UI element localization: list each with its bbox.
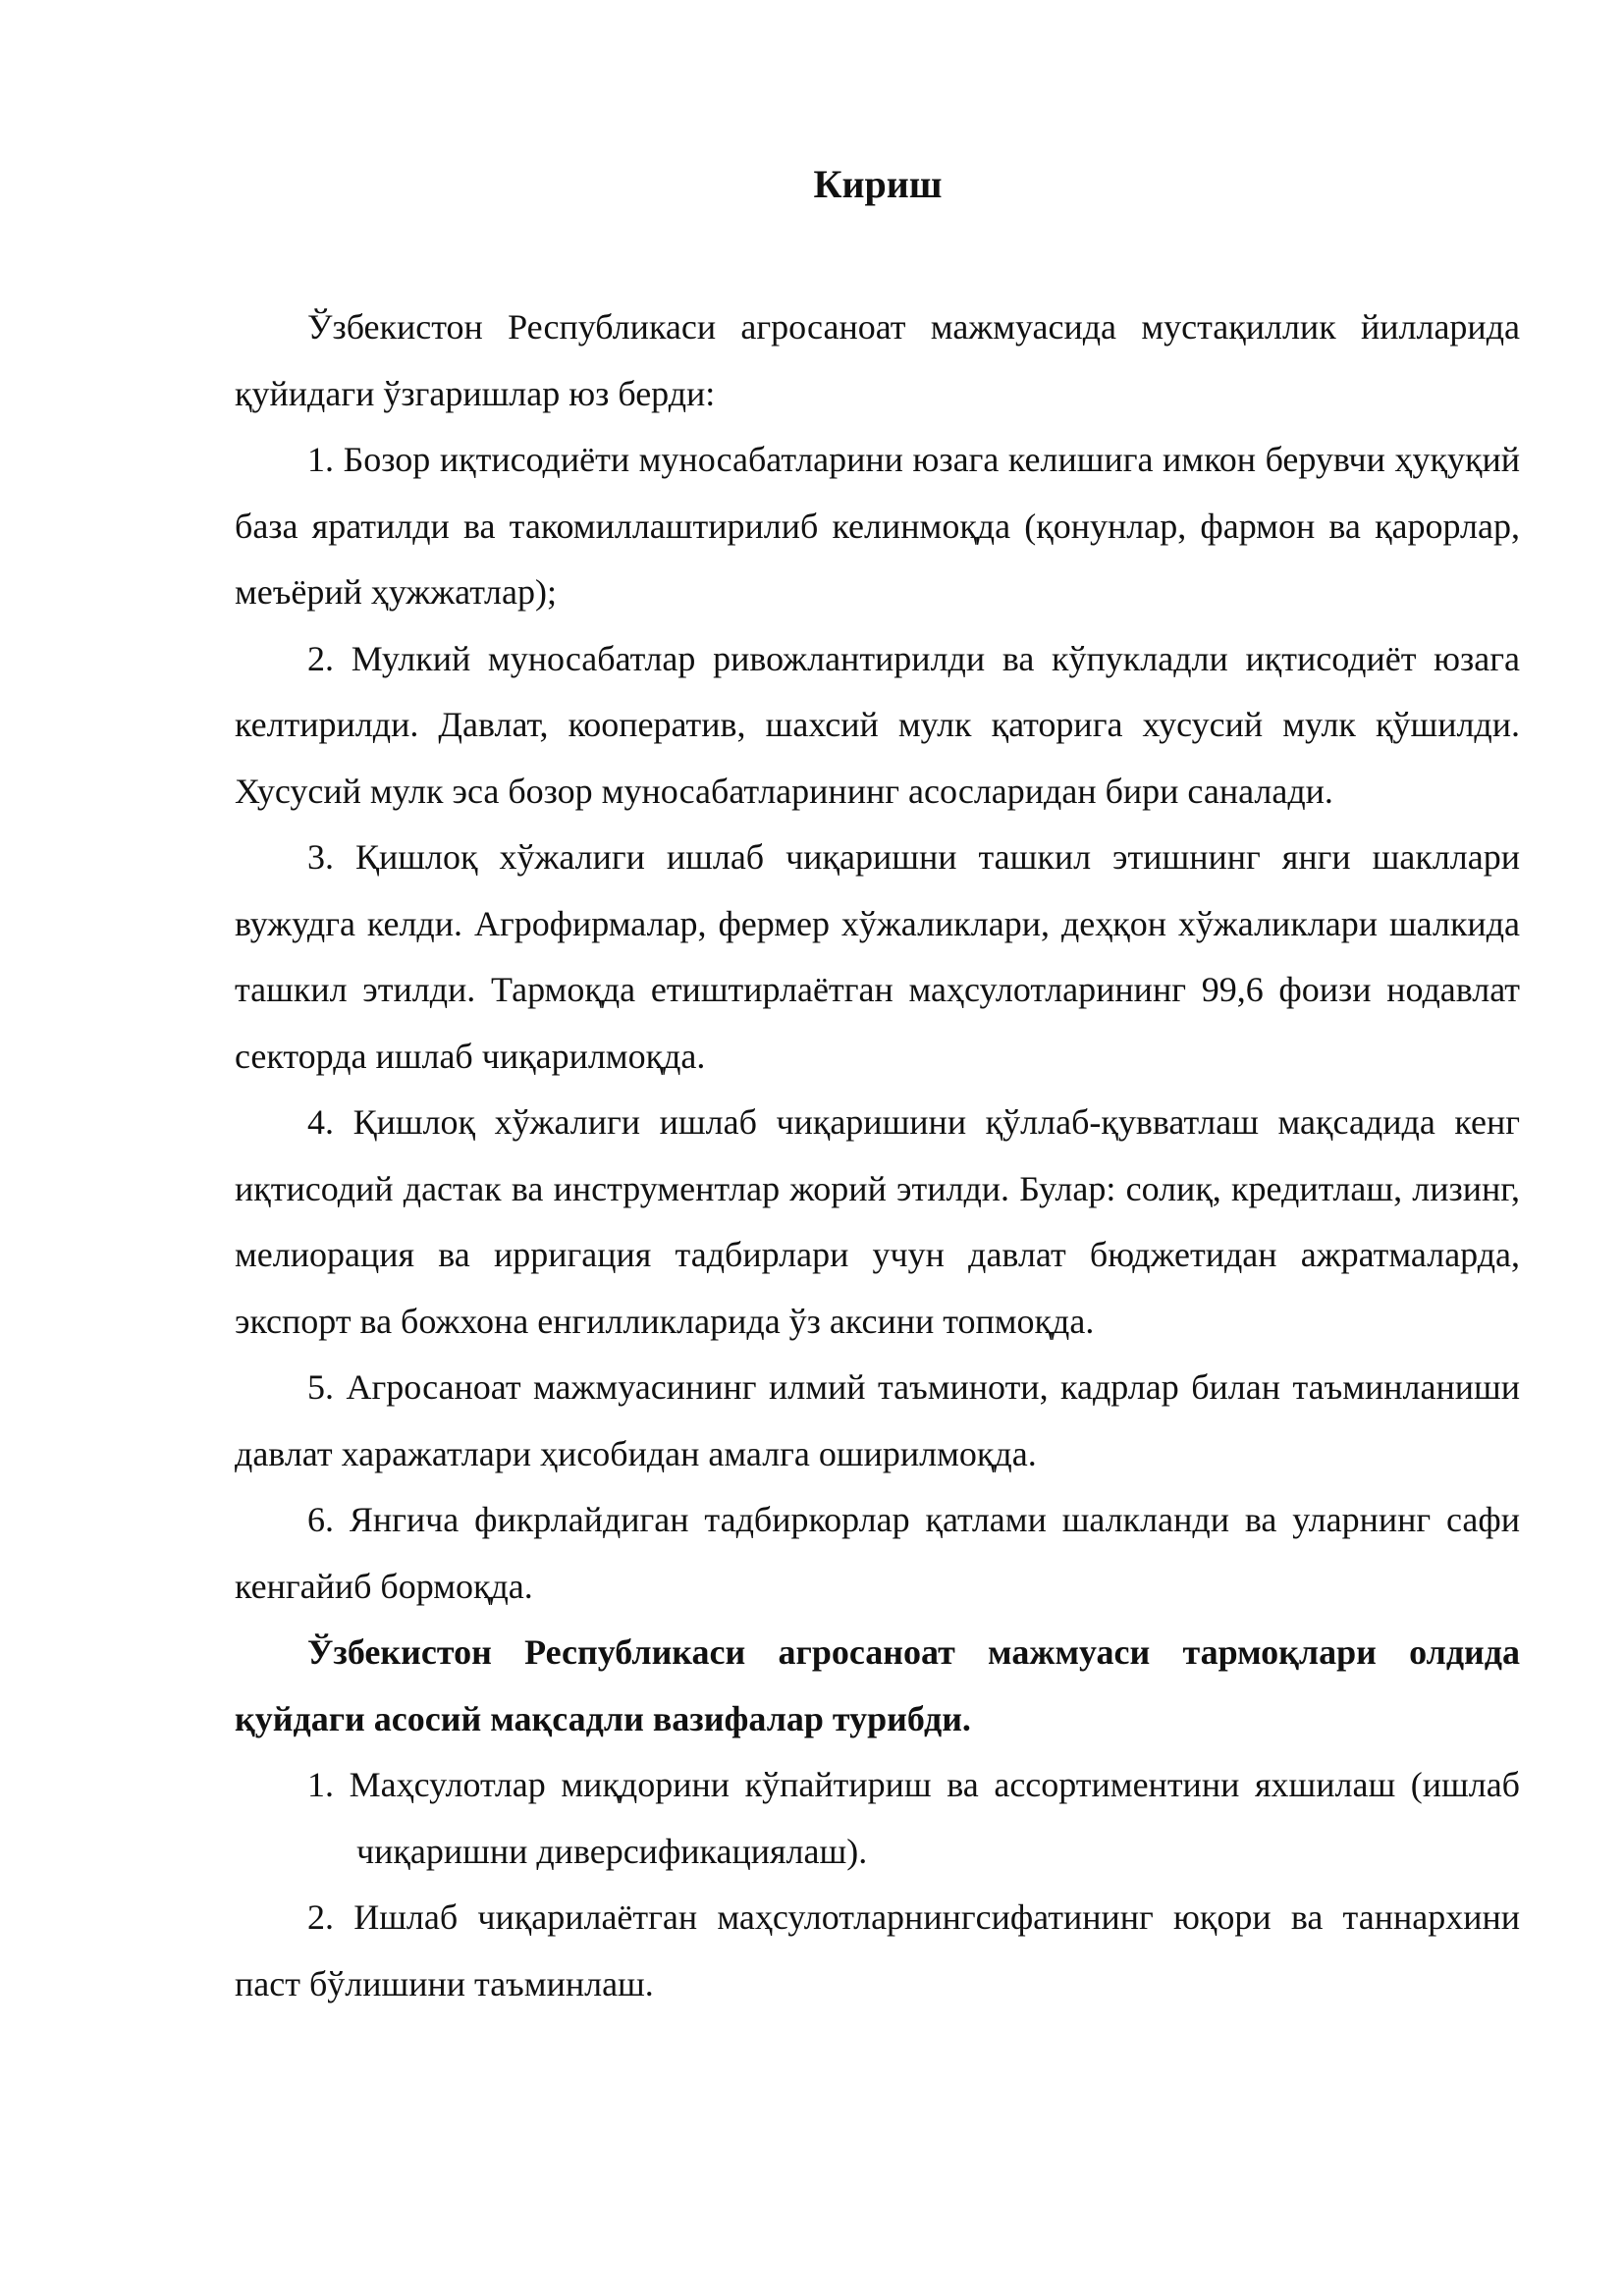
goal-item-1 (235, 1752, 1520, 1885)
goal-item-2 (235, 1885, 1520, 2017)
intro-paragraph: Ўзбекистон Республикаси агросаноат мажмуасида мустақиллик йилларида қуйидаги ўзгаришлар юз берди: (235, 307, 1520, 413)
list-item-4: 4. Қишлоқ хўжалиги ишлаб чиқаришини қўллаб-қувватлаш мақсадида кенг иқтисодий дастак ва инструментлар жорий этилди. Булар: солиқ, кредитлаш, лизинг, мелиорация ва ирригация тадбирлари учун давлат бюджетидан ажратмаларда, экспорт ва божхона енгилликларида ўз аксини топмоқда. (235, 1102, 1520, 1341)
goal-item-1-text: Маҳсулотлар миқдорини кўпайтириш ва ассортиментини яхшилаш (ишлаб чиқаришни диверсификациялаш). (349, 1765, 1520, 1871)
document-body (235, 294, 1520, 2017)
document-title: Кириш (813, 162, 943, 206)
list-item-6: 6. Янгича фикрлайдиган тадбиркорлар қатлами шалкланди ва уларнинг сафи кенгайиб бормоқда. (235, 1500, 1520, 1606)
list-item-1: 1. Бозор иқтисодиёти муносабатларини юзага келишига имкон берувчи ҳуқуқий база яратилди ва такомиллаштирилиб келинмоқда (қонунлар, фармон ва қарорлар, меъёрий ҳужжатлар); (235, 440, 1520, 612)
goal-item-2-text: Ишлаб чиқарилаётган маҳсулотларнингсифатининг юқори ва таннархини паст бўлишини таъминлаш. (235, 1897, 1520, 2003)
list-item-5: 5. Агросаноат мажмуасининг илмий таъминоти, кадрлар билан таъминланиши давлат харажатлари ҳисобидан амалга оширилмоқда. (235, 1367, 1520, 1473)
list-item-3: 3. Қишлоқ хўжалиги ишлаб чиқаришни ташкил этишнинг янги шакллари вужудга келди. Агрофирмалар, фермер хўжаликлари, деҳқон хўжаликлари шалкида ташкил этилди. Тармоқда етиштирлаётган маҳсулотларининг 99,6 фоизи нодавлат секторда ишлаб чиқарилмоқда. (235, 837, 1520, 1076)
goal-item-1-number: 1. (307, 1765, 334, 1804)
section-heading: Ўзбекистон Республикаси агросаноат мажмуаси тармоқлари олдида қуйдаги асосий мақсадли вазифалар турибди. (235, 1632, 1520, 1738)
goal-item-2-number: 2. (307, 1897, 334, 1937)
list-item-2: 2. Мулкий муносабатлар ривожлантирилди ва кўпукладли иқтисодиёт юзага келтирилди. Давлат, кооператив, шахсий мулк қаторига хусусий мулк қўшилди. Хусусий мулк эса бозор муносабатларининг асосларидан бири саналади. (235, 638, 1520, 811)
